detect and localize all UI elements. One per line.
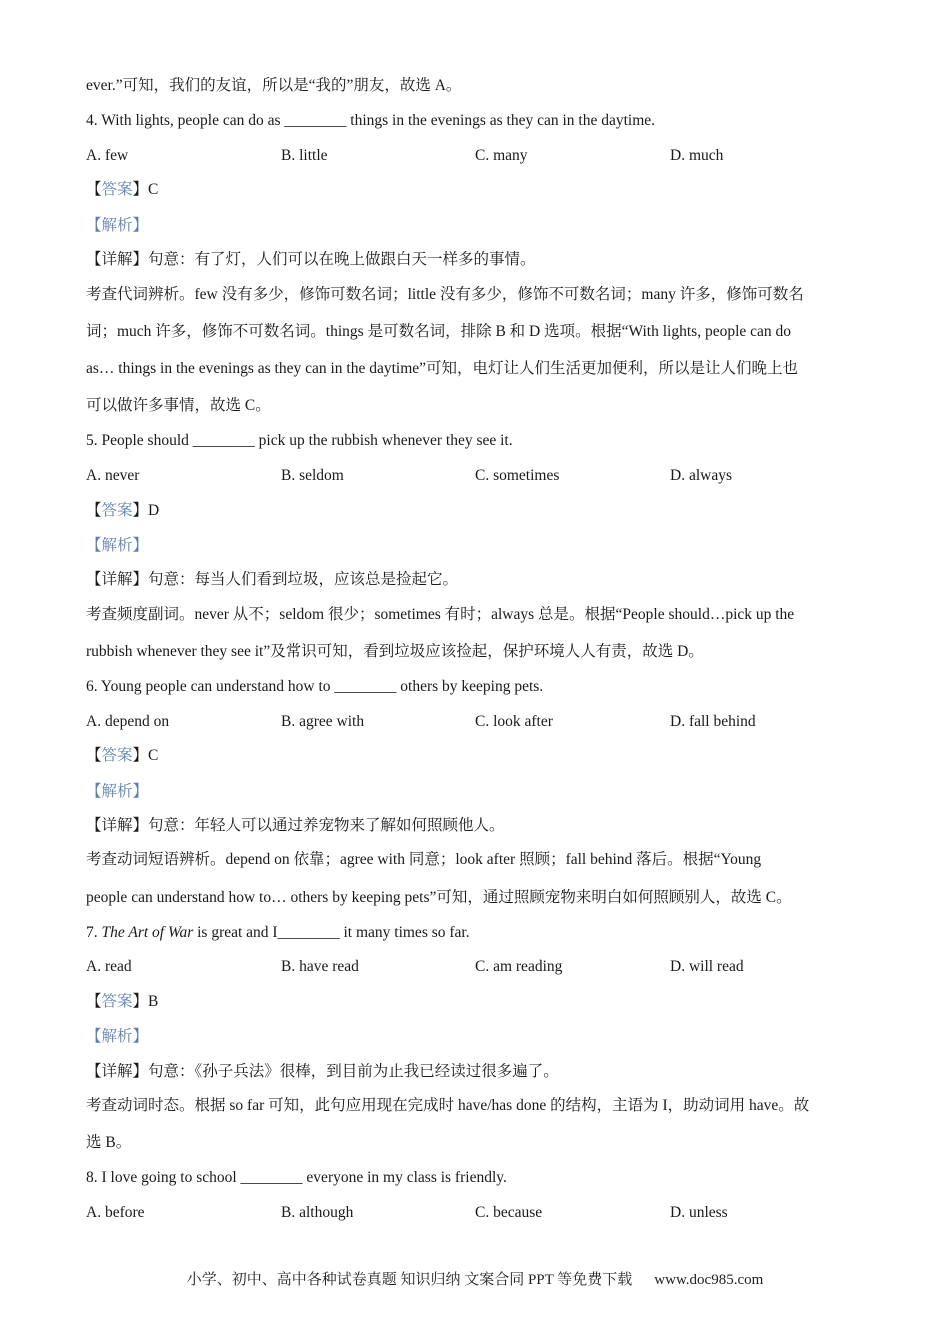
q7-answer: 【答案】B [86, 993, 159, 1010]
q6-stem: 6. Young people can understand how to ________ others by keeping pets. [86, 678, 544, 695]
q7-jiexi-label: 【解析】 [86, 1028, 149, 1045]
q4-option-c: C. many [475, 147, 528, 164]
q8-option-d: D. unless [670, 1204, 728, 1221]
q6-detail: 【详解】句意：年轻人可以通过养宠物来了解如何照顾他人。 [86, 817, 505, 834]
q5-detail: 【详解】句意：每当人们看到垃圾，应该总是捡起它。 [86, 571, 459, 588]
q5-option-c: C. sometimes [475, 467, 560, 484]
q4-detail: 【详解】句意：有了灯，人们可以在晚上做跟白天一样多的事情。 [86, 251, 536, 268]
q6-analysis-line: people can understand how to… others by keeping pets”可知，通过照顾宠物来明白如何照顾别人，故选 C。 [86, 889, 792, 906]
page-footer [0, 1270, 950, 1290]
q4-option-a: A. few [86, 147, 129, 164]
q7-analysis-line: 选 B。 [86, 1134, 132, 1151]
q6-option-b: B. agree with [281, 713, 365, 730]
q5-analysis-line: rubbish whenever they see it”及常识可知，看到垃圾应该捡起，保护环境人人有责，故选 D。 [86, 643, 704, 660]
q4-option-d: D. much [670, 147, 724, 164]
intro-line: ever.”可知，我们的友谊，所以是“我的”朋友，故选 A。 [86, 77, 462, 94]
q8-option-c: C. because [475, 1204, 543, 1221]
q6-option-c: C. look after [475, 713, 553, 730]
q4-option-b: B. little [281, 147, 328, 164]
q7-stem: 7. The Art of War is great and I________ it many times so far. [86, 924, 470, 941]
q4-analysis-line: 可以做许多事情，故选 C。 [86, 397, 271, 414]
q4-analysis-line: 词；much 许多，修饰不可数名词。things 是可数名词，排除 B 和 D 选项。根据“With lights, people can do [86, 323, 792, 340]
q4-answer: 【答案】C [86, 181, 159, 198]
q4-stem: 4. With lights, people can do as ________ things in the evenings as they can in the daytime. [86, 112, 656, 129]
q5-option-b: B. seldom [281, 467, 344, 484]
q5-answer: 【答案】D [86, 502, 160, 519]
q6-answer: 【答案】C [86, 747, 159, 764]
q8-option-a: A. before [86, 1204, 145, 1221]
q7-option-b: B. have read [281, 958, 359, 975]
footer-text: 小学、初中、高中各种试卷真题 知识归纳 文案合同 PPT 等免费下载 [186, 1272, 633, 1288]
q6-option-d: D. fall behind [670, 713, 756, 730]
q8-stem: 8. I love going to school ________ everyone in my class is friendly. [86, 1169, 507, 1186]
q7-analysis-line: 考查动词时态。根据 so far 可知，此句应用现在完成时 have/has done 的结构，主语为 I，助动词用 have。故 [86, 1097, 810, 1114]
q7-detail: 【详解】句意：《孙子兵法》很棒，到目前为止我已经读过很多遍了。 [86, 1063, 559, 1080]
q5-option-a: A. never [86, 467, 140, 484]
q5-jiexi-label: 【解析】 [86, 537, 149, 554]
q6-option-a: A. depend on [86, 713, 170, 730]
q5-analysis-line: 考查频度副词。never 从不；seldom 很少；sometimes 有时；always 总是。根据“People should…pick up the [86, 606, 795, 623]
q7-option-a: A. read [86, 958, 132, 975]
footer-link[interactable]: www.doc985.com [654, 1272, 764, 1288]
q4-analysis-line: as… things in the evenings as they can in the daytime”可知，电灯让人们生活更加便利，所以是让人们晚上也 [86, 360, 799, 377]
q5-stem: 5. People should ________ pick up the rubbish whenever they see it. [86, 432, 513, 449]
q7-option-c: C. am reading [475, 958, 563, 975]
q7-option-d: D. will read [670, 958, 744, 975]
q6-analysis-line: 考查动词短语辨析。depend on 依靠；agree with 同意；look after 照顾；fall behind 落后。根据“Young [86, 851, 762, 868]
q8-option-b: B. although [281, 1204, 354, 1221]
q5-option-d: D. always [670, 467, 732, 484]
q6-jiexi-label: 【解析】 [86, 783, 149, 800]
q4-jiexi-label: 【解析】 [86, 217, 149, 234]
q4-analysis-line: 考查代词辨析。few 没有多少，修饰可数名词；little 没有多少，修饰不可数名词；many 许多，修饰可数名 [86, 286, 804, 303]
